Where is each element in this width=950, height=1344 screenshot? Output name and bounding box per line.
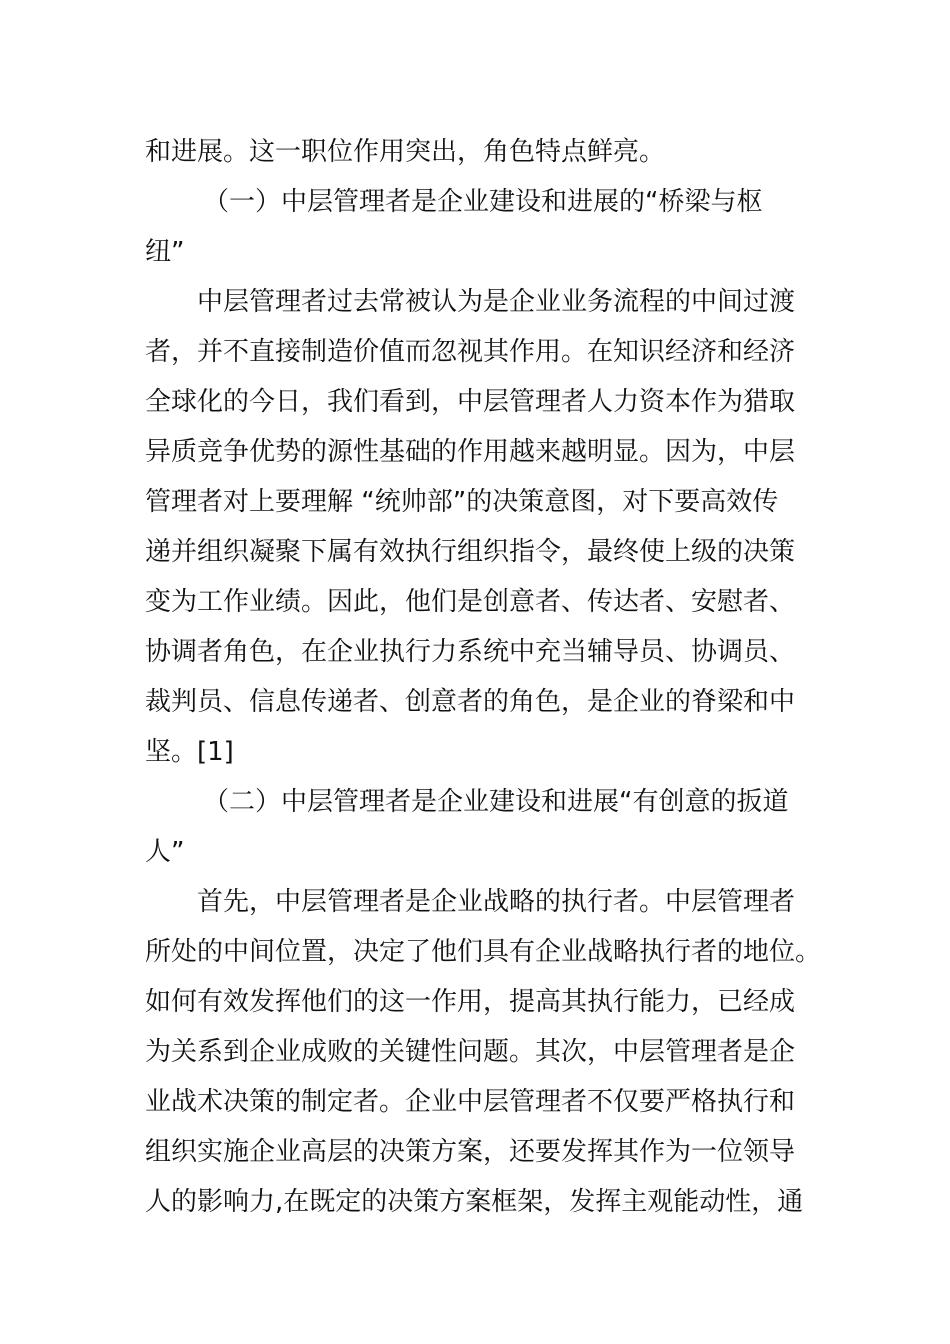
section-heading-2: （二）中层管理者是企业建设和进展“有创意的扳道 bbox=[203, 787, 789, 817]
paragraph-line: 业战术决策的制定者。企业中层管理者不仅要严格执行和 bbox=[145, 1087, 796, 1117]
section-heading-1-cont: 纽” bbox=[145, 237, 185, 267]
paragraph-line: 如何有效发挥他们的这一作用，提高其执行能力，已经成 bbox=[145, 987, 796, 1017]
paragraph-line: 中层管理者过去常被认为是企业业务流程的中间过渡 bbox=[197, 287, 796, 317]
paragraph-line: 人的影响力,在既定的决策方案框架，发挥主观能动性，通 bbox=[145, 1187, 804, 1217]
text-line: 和进展。这一职位作用突出，角色特点鲜亮。 bbox=[145, 137, 666, 167]
paragraph-line: 组织实施企业高层的决策方案，还要发挥其作为一位领导 bbox=[145, 1137, 796, 1167]
paragraph-line: 所处的中间位置，决定了他们具有企业战略执行者的地位。 bbox=[145, 937, 822, 967]
paragraph-line: 递并组织凝聚下属有效执行组织指令，最终使上级的决策 bbox=[145, 537, 796, 567]
paragraph-line: 裁判员、信息传递者、创意者的角色，是企业的脊梁和中 bbox=[145, 687, 796, 717]
section-heading-1: （一）中层管理者是企业建设和进展的“桥梁与枢 bbox=[203, 187, 763, 217]
paragraph-line: 协调者角色，在企业执行力系统中充当辅导员、协调员、 bbox=[145, 637, 796, 667]
paragraph-line: 首先，中层管理者是企业战略的执行者。中层管理者 bbox=[197, 887, 796, 917]
paragraph-line: 者，并不直接制造价值而忽视其作用。在知识经济和经济 bbox=[145, 337, 796, 367]
paragraph-line: 变为工作业绩。因此，他们是创意者、传达者、安慰者、 bbox=[145, 587, 796, 617]
paragraph-line: 管理者对上要理解 “统帅部”的决策意图，对下要高效传 bbox=[145, 487, 779, 517]
paragraph-line: 异质竞争优势的源性基础的作用越来越明显。因为，中层 bbox=[145, 437, 796, 467]
paragraph-line: 为关系到企业成败的关键性问题。其次，中层管理者是企 bbox=[145, 1037, 796, 1067]
section-heading-2-cont: 人” bbox=[145, 837, 185, 867]
paragraph-line: 坚。[1] bbox=[145, 737, 234, 767]
paragraph-line: 全球化的今日，我们看到，中层管理者人力资本作为猎取 bbox=[145, 387, 796, 417]
